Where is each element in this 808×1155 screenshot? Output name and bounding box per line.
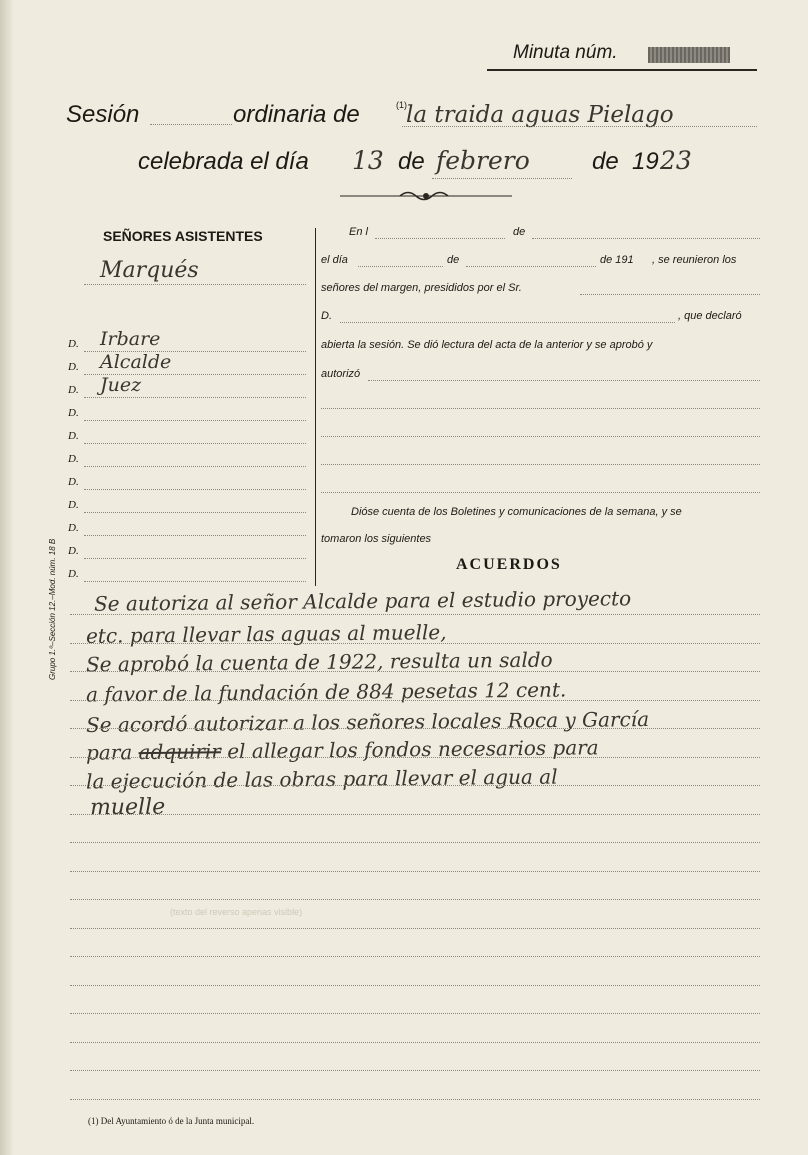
attendee-dotline xyxy=(84,558,306,559)
form-dotline-4 xyxy=(321,492,760,493)
sesion-label: Sesión xyxy=(66,101,140,128)
abierta-label: abierta la sesión. Se dió lectura del acta de la anterior y se aprobó y xyxy=(321,339,653,351)
attendee-prefix: D. xyxy=(68,545,79,557)
ruled-line xyxy=(70,1070,760,1071)
ordinaria-label: ordinaria de xyxy=(233,101,360,128)
ruled-line xyxy=(70,700,760,701)
attendee-prefix: D. xyxy=(68,499,79,511)
acuerdo-line: Se autoriza al señor Alcalde para el estudio proyecto xyxy=(93,586,632,616)
en-dotline xyxy=(375,238,505,239)
side-margin-text: Grupo 1.º–Sección 12.–Mod. núm. 18 B xyxy=(48,538,57,680)
tomaron-label: tomaron los siguientes xyxy=(321,533,432,545)
entity-dotline xyxy=(402,126,757,127)
dia-dotline xyxy=(358,266,443,267)
acuerdo-line: Se acordó autorizar a los señores locales Roca y García xyxy=(85,707,650,737)
form-dotline-1 xyxy=(321,408,760,409)
month-dotline xyxy=(432,178,572,179)
attendee-dotline xyxy=(84,535,306,536)
acuerdos-heading: ACUERDOS xyxy=(456,556,562,573)
entity-handwritten: la traida aguas Pielago xyxy=(406,102,674,128)
el-dia-label: el día xyxy=(321,254,348,266)
attendee-prefix: D. xyxy=(68,476,79,488)
ruled-line xyxy=(70,785,760,786)
attendee-dotline xyxy=(84,284,306,285)
acuerdo-line: para adquirir el allegar los fondos necesarios para xyxy=(85,735,599,765)
year-printed: 19 xyxy=(632,148,659,175)
minuta-label: Minuta núm. xyxy=(513,42,618,63)
ruled-line xyxy=(70,671,760,672)
attendee-dotline xyxy=(84,512,306,513)
acuerdo-line: Se aprobó la cuenta de 1922, resulta un saldo xyxy=(85,647,553,677)
attendee-name: Marqués xyxy=(100,258,199,283)
form-dotline-3 xyxy=(321,464,760,465)
acuerdo-line: etc. para llevar las aguas al muelle, xyxy=(85,620,447,648)
attendee-dotline xyxy=(84,581,306,582)
year-form-label: de 191 xyxy=(600,254,634,266)
ruled-line xyxy=(70,956,760,957)
bleed-through-text: (texto del reverso apenas visible) xyxy=(170,907,303,917)
attendee-prefix: D. xyxy=(68,522,79,534)
de-label: de xyxy=(513,226,526,238)
ruled-line xyxy=(70,728,760,729)
que-declaro-label: , que declaró xyxy=(678,310,742,322)
de-label-2: de xyxy=(592,148,619,175)
ruled-line xyxy=(70,814,760,815)
acuerdo-line: a favor de la fundación de 884 pesetas 12 cent. xyxy=(85,677,567,707)
minuta-underline xyxy=(487,69,757,71)
attendee-name: Irbare xyxy=(100,328,161,350)
attendee-dotline xyxy=(84,397,306,398)
de-label-b: de xyxy=(447,254,460,266)
ruled-line xyxy=(70,1042,760,1043)
attendee-dotline xyxy=(84,466,306,467)
month-form-dotline xyxy=(466,266,596,267)
en-label: En l xyxy=(349,226,368,238)
ruled-line xyxy=(70,757,760,758)
month-handwritten: febrero xyxy=(436,146,530,175)
attendee-prefix: D. xyxy=(68,361,79,373)
celebrada-label: celebrada el día xyxy=(138,148,309,175)
ruled-line xyxy=(70,899,760,900)
attendee-prefix: D. xyxy=(68,384,79,396)
presidente-dotline xyxy=(580,294,760,295)
attendee-dotline xyxy=(84,420,306,421)
senores-margen-label: señores del margen, presididos por el Sr. xyxy=(321,282,522,294)
ruled-line xyxy=(70,928,760,929)
diose-label: Dióse cuenta de los Boletines y comunicaciones de la semana, y se xyxy=(351,506,682,518)
acuerdo-line: muelle xyxy=(89,794,166,821)
attendee-prefix: D. xyxy=(68,568,79,580)
ruled-line xyxy=(70,985,760,986)
ruled-line xyxy=(70,842,760,843)
minuta-number-redacted xyxy=(648,47,730,63)
de-dotline xyxy=(532,238,760,239)
ruled-line xyxy=(70,643,760,644)
ruled-line xyxy=(70,871,760,872)
ornament-divider xyxy=(340,189,512,203)
sesion-dotline xyxy=(150,124,232,125)
autorizo-label: autorizó xyxy=(321,368,361,380)
column-divider xyxy=(315,228,316,586)
day-handwritten: 13 xyxy=(352,146,384,175)
footnote-mark: (1) xyxy=(396,100,407,110)
attendee-name: Juez xyxy=(100,374,142,396)
attendee-prefix: D. xyxy=(68,430,79,442)
attendee-name: Alcalde xyxy=(100,351,172,373)
ruled-line xyxy=(70,1013,760,1014)
de-label-1: de xyxy=(398,148,425,175)
d-dotline xyxy=(340,322,675,323)
year-handwritten: 23 xyxy=(660,146,692,175)
d-label: D. xyxy=(321,310,332,322)
attendee-prefix: D. xyxy=(68,407,79,419)
struck-word: adquirir xyxy=(138,739,222,765)
acuerdo-line: la ejecución de las obras para llevar el agua al xyxy=(85,764,558,794)
footnote: (1) Del Ayuntamiento ó de la Junta municipal. xyxy=(88,1116,255,1126)
ruled-line xyxy=(70,614,760,615)
page-binding-edge xyxy=(0,0,14,1155)
attendees-heading: SEÑORES ASISTENTES xyxy=(103,228,263,244)
attendee-prefix: D. xyxy=(68,453,79,465)
attendee-prefix: D. xyxy=(68,338,79,350)
autorizo-dotline xyxy=(368,380,760,381)
attendee-dotline xyxy=(84,443,306,444)
reunieron-label: , se reunieron los xyxy=(652,254,737,266)
attendee-dotline xyxy=(84,489,306,490)
form-dotline-2 xyxy=(321,436,760,437)
ruled-line xyxy=(70,1099,760,1100)
